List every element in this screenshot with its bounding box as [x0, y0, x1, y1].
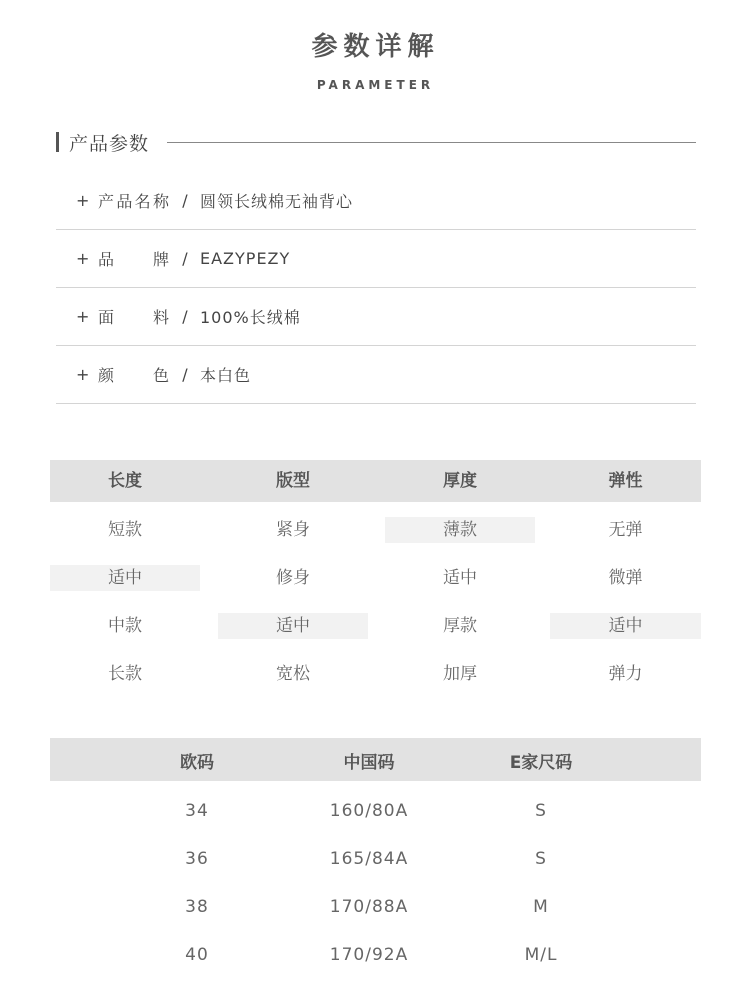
attr-header-thickness: 厚度: [443, 471, 477, 491]
param-row-name: [56, 172, 696, 230]
plus-icon: +: [76, 249, 90, 268]
attr-cell-selected: 适中: [218, 613, 368, 639]
attr-header-length: 长度: [108, 471, 142, 491]
size-cell: M: [533, 897, 549, 917]
attribute-table: [50, 460, 701, 690]
attr-cell: 适中: [443, 568, 477, 588]
section-header: [56, 128, 696, 156]
page-subtitle: PARAMETER: [316, 78, 435, 92]
attr-cell-selected: 适中: [50, 565, 200, 591]
size-cell: S: [535, 849, 547, 869]
param-value: 圆领长绒棉无袖背心: [200, 192, 354, 211]
size-cell: 40: [185, 945, 209, 965]
attr-cell: 厚款: [443, 616, 477, 636]
size-table: [50, 738, 701, 978]
param-separator: /: [182, 307, 188, 326]
size-cell: S: [535, 801, 547, 821]
attr-cell: 长款: [108, 664, 142, 684]
size-cell: 38: [185, 897, 209, 917]
size-cell: 170/88A: [329, 897, 409, 917]
param-label: 颜色: [98, 366, 170, 385]
attr-cell: 微弹: [608, 568, 643, 588]
param-value: 本白色: [200, 366, 252, 385]
attr-cell-selected: 适中: [550, 613, 701, 639]
attr-cell-selected: 薄款: [385, 517, 535, 543]
size-cell: M/L: [524, 945, 558, 965]
size-cell: 34: [185, 801, 209, 821]
param-row-brand: [56, 230, 696, 288]
size-cell: 165/84A: [329, 849, 409, 869]
param-value: EAZYPEZY: [200, 249, 291, 268]
plus-icon: +: [76, 307, 90, 326]
attr-cell: 加厚: [443, 664, 477, 684]
param-label: 面料: [98, 308, 170, 327]
param-value: 100%长绒棉: [200, 308, 301, 327]
section-title: 产品参数: [69, 132, 150, 155]
section-marker: [56, 132, 59, 152]
param-separator: /: [182, 365, 188, 384]
attr-cell: 中款: [108, 616, 142, 636]
param-separator: /: [182, 249, 188, 268]
size-cell: 170/92A: [329, 945, 409, 965]
attr-cell: 弹力: [608, 664, 643, 684]
size-header-brand: E家尺码: [509, 753, 573, 773]
size-header-eu: 欧码: [180, 753, 214, 773]
size-cell: 160/80A: [329, 801, 409, 821]
attr-header-elasticity: 弹性: [608, 471, 643, 491]
attr-header-fit: 版型: [276, 471, 310, 491]
size-header-cn: 中国码: [343, 753, 395, 773]
size-cell: 36: [185, 849, 209, 869]
attr-cell: 宽松: [276, 664, 310, 684]
attr-cell: 紧身: [276, 520, 310, 540]
param-row-fabric: [56, 288, 696, 346]
attr-cell: 短款: [108, 520, 142, 540]
param-separator: /: [182, 191, 188, 210]
attr-cell: 修身: [276, 568, 310, 588]
section-divider: [167, 142, 696, 143]
param-label: 产品名称: [98, 192, 170, 211]
plus-icon: +: [76, 191, 90, 210]
param-label: 品牌: [98, 250, 170, 269]
param-row-color: [56, 346, 696, 404]
plus-icon: +: [76, 365, 90, 384]
page-title: 参数详解: [311, 32, 440, 62]
attr-cell: 无弹: [608, 520, 643, 540]
